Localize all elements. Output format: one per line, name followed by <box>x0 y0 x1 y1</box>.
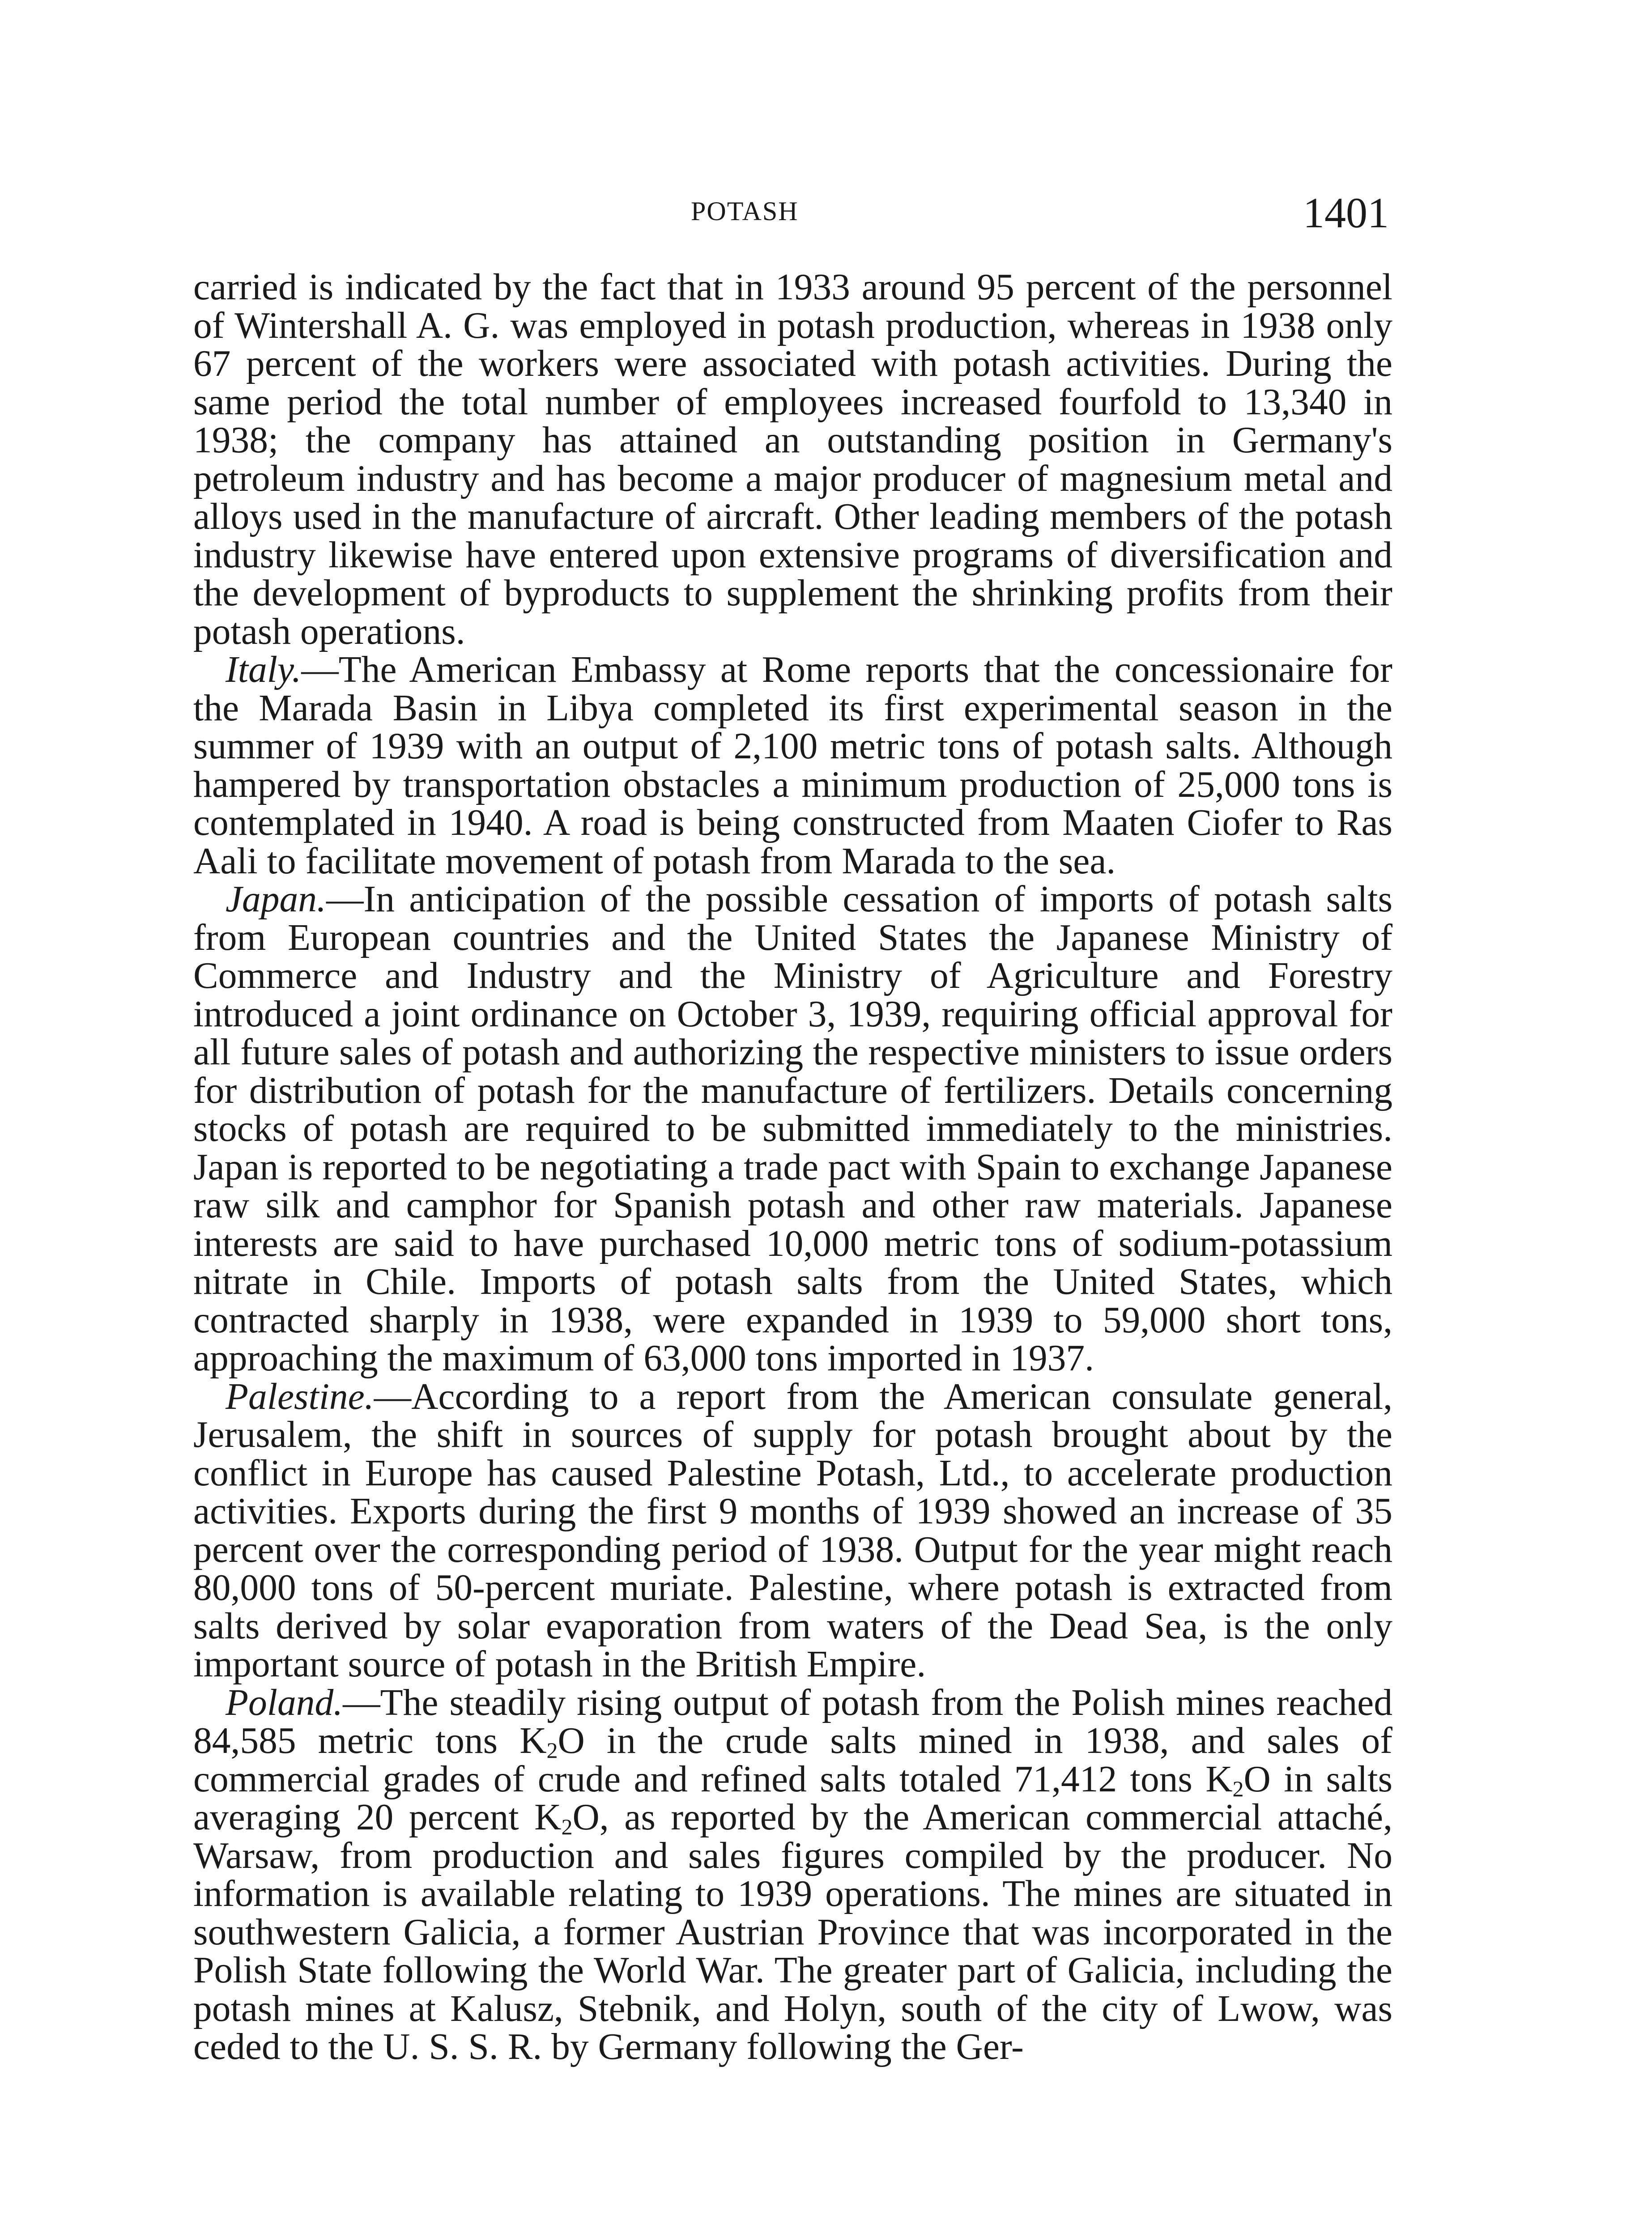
paragraph-poland <box>193 1684 1392 2067</box>
country-heading: Italy. <box>226 649 302 690</box>
paragraph-text: O in salts averaging 20 percent K <box>193 1758 1392 1838</box>
country-heading: Poland. <box>226 1682 343 1723</box>
paragraph-text: —The American Embassy at Rome reports that the concessionaire for the Marada Basin in Libya completed its first experimental season in the summer of 1939 with an output of 2,100 metric tons of potash salts. Although hampered by transportation obstacles a minimum production of 25,000 tons is contemplated in 1940. A road is being constructed from Maaten Ciofer to Ras Aali to facilitate movement of potash from Marada to the sea. <box>193 649 1392 882</box>
paragraph-italy <box>193 651 1392 880</box>
page-number: 1401 <box>1303 189 1389 237</box>
paragraph-text: O in the crude salts mined in 1938, and sales of commercial grades of crude and refined salts totaled 71,412 tons K <box>193 1720 1392 1800</box>
paragraph-japan <box>193 880 1392 1378</box>
page-header <box>0 188 1652 246</box>
subscript: 2 <box>561 1814 573 1840</box>
paragraph-text: —According to a report from the American consulate general, Jerusalem, the shift in sources of supply for potash brought about by the conflict in Europe has caused Palestine Potash, Ltd., to accelerate production activities. Exports during the first 9 months of 1939 showed an increase of 35 percent over the corresponding period of 1938. Output for the year might reach 80,000 tons of 50-percent muriate. Palestine, where potash is extracted from salts derived by solar evaporation from waters of the Dead Sea, is the only important source of potash in the British Empire. <box>193 1376 1392 1685</box>
country-heading: Palestine. <box>226 1376 374 1417</box>
subscript: 2 <box>546 1738 558 1763</box>
paragraph-text: —The steadily rising output of potash from the Polish mines reached 84,585 metric tons K <box>193 1682 1392 1761</box>
paragraph-text: —In anticipation of the possible cessation of imports of potash salts from European countries and the United States the Japanese Ministry of Commerce and Industry and the Ministry of Agriculture and Forestry introduced a joint ordinance on October 3, 1939, requiring official approval for all future sales of potash and authorizing the respective ministers to issue orders for distribution of potash for the manufacture of fertilizers. Details concerning stocks of potash are required to be submitted immediately to the ministries. Japan is reported to be negotiating a trade pact with Spain to exchange Japanese raw silk and camphor for Spanish potash and other raw materials. Japanese interests are said to have purchased 10,000 metric tons of sodium-potassium nitrate in Chile. Imports of potash salts from the United States, which contracted sharply in 1938, were expanded in 1939 to 59,000 short tons, approaching the maximum of 63,000 tons imported in 1937. <box>193 879 1392 1379</box>
paragraph-text: O, as reported by the American commercial attaché, Warsaw, from production and sales figures compiled by the producer. No information is available relating to 1939 operations. The mines are situated in southwestern Galicia, a former Austrian Province that was incorporated in the Polish State following the World War. The greater part of Galicia, including the potash mines at Kalusz, Stebnik, and Holyn, south of the city of Lwow, was ceded to the U. S. S. R. by Germany following the Ger- <box>193 1797 1392 2067</box>
paragraph-palestine <box>193 1378 1392 1684</box>
paragraph-text: carried is indicated by the fact that in 1933 around 95 percent of the personnel of Wintershall A. G. was employed in potash production, whereas in 1938 only 67 percent of the workers were associated with potash activities. During the same period the total number of employees increased fourfold to 13,340 in 1938; the company has attained an outstanding position in Germany's petroleum industry and has become a major producer of magnesium metal and alloys used in the manufacture of aircraft. Other leading members of the potash industry likewise have entered upon extensive programs of diversification and the development of byproducts to supplement the shrinking profits from their potash operations. <box>193 267 1392 652</box>
running-title: POTASH <box>691 196 799 226</box>
paragraph-continued <box>193 268 1392 651</box>
body-text <box>193 268 1392 2067</box>
country-heading: Japan. <box>226 879 326 920</box>
subscript: 2 <box>1232 1776 1244 1801</box>
